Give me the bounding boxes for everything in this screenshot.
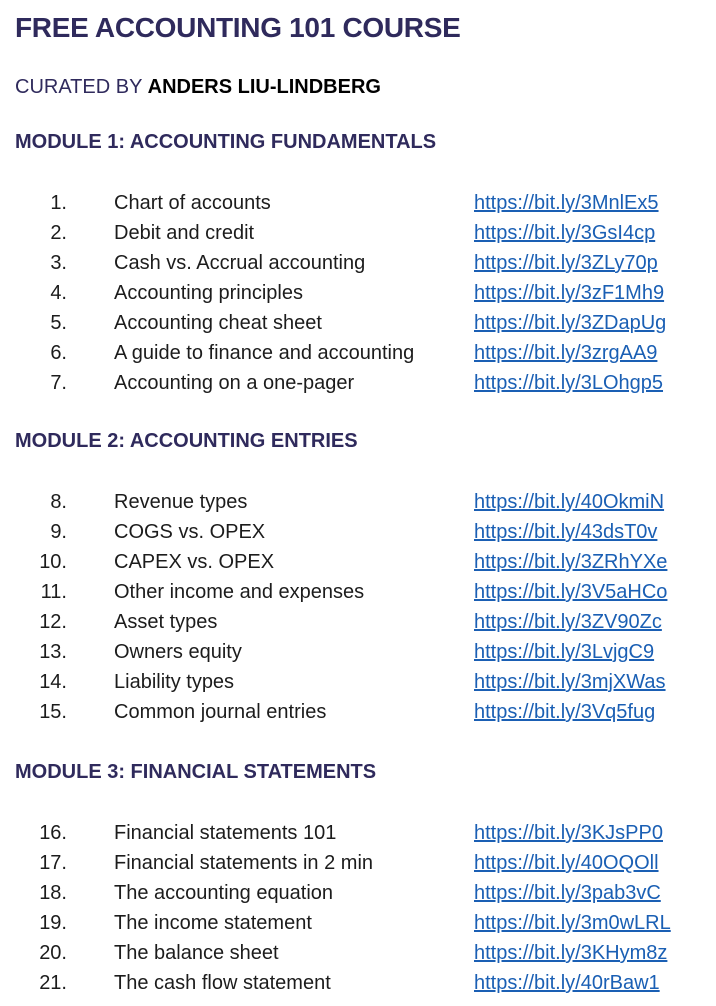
list-item [15, 487, 715, 517]
list-item [15, 667, 715, 697]
item-number: 6. [50, 342, 67, 364]
item-label: Accounting principles [114, 282, 303, 304]
item-label: The balance sheet [114, 942, 279, 964]
item-label: Cash vs. Accrual accounting [114, 252, 366, 274]
item-number: 16. [39, 822, 67, 844]
item-link[interactable]: https://bit.ly/40OQOll [474, 852, 659, 874]
item-number: 12. [39, 611, 67, 633]
item-label: Revenue types [114, 491, 248, 513]
item-number: 3. [50, 252, 67, 274]
module-1 [15, 127, 715, 398]
item-number: 8. [50, 491, 67, 513]
list-item [15, 637, 715, 667]
module-3 [15, 757, 715, 998]
item-number: 19. [39, 912, 67, 934]
item-link[interactable]: https://bit.ly/3ZLy70p [474, 252, 658, 274]
item-number: 5. [50, 312, 67, 334]
item-number: 11. [40, 581, 67, 603]
item-label: Accounting cheat sheet [114, 312, 322, 334]
item-link[interactable]: https://bit.ly/3LvjgC9 [474, 641, 655, 663]
item-number: 17. [39, 852, 67, 874]
item-number: 21. [39, 972, 67, 994]
item-link[interactable]: https://bit.ly/3ZV90Zc [474, 611, 662, 633]
list-item [15, 968, 715, 998]
item-number: 13. [39, 641, 67, 663]
list-item [15, 368, 715, 398]
item-link[interactable]: https://bit.ly/40rBaw1 [474, 972, 660, 994]
item-number: 15. [39, 701, 67, 723]
item-label: Chart of accounts [114, 192, 271, 214]
item-number: 2. [50, 222, 67, 244]
item-link[interactable]: https://bit.ly/3KHym8z [474, 942, 668, 964]
item-link[interactable]: https://bit.ly/40OkmiN [474, 491, 665, 513]
item-link[interactable]: https://bit.ly/3V5aHCo [474, 581, 668, 603]
list-item [15, 697, 715, 727]
item-label: Common journal entries [114, 701, 327, 723]
item-label: The accounting equation [114, 882, 334, 904]
item-link[interactable]: https://bit.ly/3MnlEx5 [474, 192, 659, 214]
curated-by-line [15, 76, 381, 99]
list-item [15, 908, 715, 938]
module-heading: MODULE 1: ACCOUNTING FUNDAMENTALS [15, 131, 437, 153]
item-label: A guide to finance and accounting [114, 342, 415, 364]
item-label: Owners equity [114, 641, 242, 663]
item-number: 9. [50, 521, 67, 543]
item-link[interactable]: https://bit.ly/3m0wLRL [474, 912, 671, 934]
item-link[interactable]: https://bit.ly/3zrgAA9 [474, 342, 658, 364]
item-number: 7. [50, 372, 67, 394]
list-item [15, 248, 715, 278]
item-number: 14. [39, 671, 67, 693]
item-number: 20. [39, 942, 67, 964]
item-number: 18. [39, 882, 67, 904]
item-label: The income statement [114, 912, 312, 934]
item-link[interactable]: https://bit.ly/3LOhgp5 [474, 372, 664, 394]
item-link[interactable]: https://bit.ly/3KJsPP0 [474, 822, 663, 844]
item-label: Accounting on a one-pager [114, 372, 355, 394]
item-link[interactable]: https://bit.ly/3mjXWas [474, 671, 666, 693]
module-item-list [15, 188, 715, 398]
list-item [15, 338, 715, 368]
list-item [15, 517, 715, 547]
item-label: Debit and credit [114, 222, 255, 244]
item-label: Liability types [114, 671, 235, 693]
module-heading: MODULE 3: FINANCIAL STATEMENTS [15, 761, 377, 783]
item-link[interactable]: https://bit.ly/3ZRhYXe [474, 551, 668, 573]
item-label: Other income and expenses [114, 581, 365, 603]
list-item [15, 818, 715, 848]
author-name: ANDERS LIU-LINDBERG [147, 76, 381, 98]
curated-prefix: CURATED BY [15, 76, 143, 98]
item-label: The cash flow statement [114, 972, 331, 994]
list-item [15, 308, 715, 338]
item-label: Asset types [114, 611, 218, 633]
item-link[interactable]: https://bit.ly/3GsI4cp [474, 222, 656, 244]
list-item [15, 577, 715, 607]
item-link[interactable]: https://bit.ly/3Vq5fug [474, 701, 656, 723]
item-label: Financial statements 101 [114, 822, 337, 844]
item-label: CAPEX vs. OPEX [114, 551, 275, 573]
item-link[interactable]: https://bit.ly/3pab3vC [474, 882, 661, 904]
list-item [15, 218, 715, 248]
list-item [15, 547, 715, 577]
item-link[interactable]: https://bit.ly/43dsT0v [474, 521, 658, 543]
list-item [15, 938, 715, 968]
item-label: COGS vs. OPEX [114, 521, 266, 543]
module-item-list [15, 487, 715, 727]
list-item [15, 878, 715, 908]
list-item [15, 607, 715, 637]
list-item [15, 278, 715, 308]
item-number: 4. [50, 282, 67, 304]
module-item-list [15, 818, 715, 998]
item-link[interactable]: https://bit.ly/3zF1Mh9 [474, 282, 665, 304]
item-number: 1. [50, 192, 67, 214]
page-title: FREE ACCOUNTING 101 COURSE [15, 12, 461, 43]
item-label: Financial statements in 2 min [114, 852, 374, 874]
item-link[interactable]: https://bit.ly/3ZDapUg [474, 312, 667, 334]
module-heading: MODULE 2: ACCOUNTING ENTRIES [15, 430, 358, 452]
list-item [15, 848, 715, 878]
list-item [15, 188, 715, 218]
module-2 [15, 426, 715, 727]
item-number: 10. [39, 551, 67, 573]
